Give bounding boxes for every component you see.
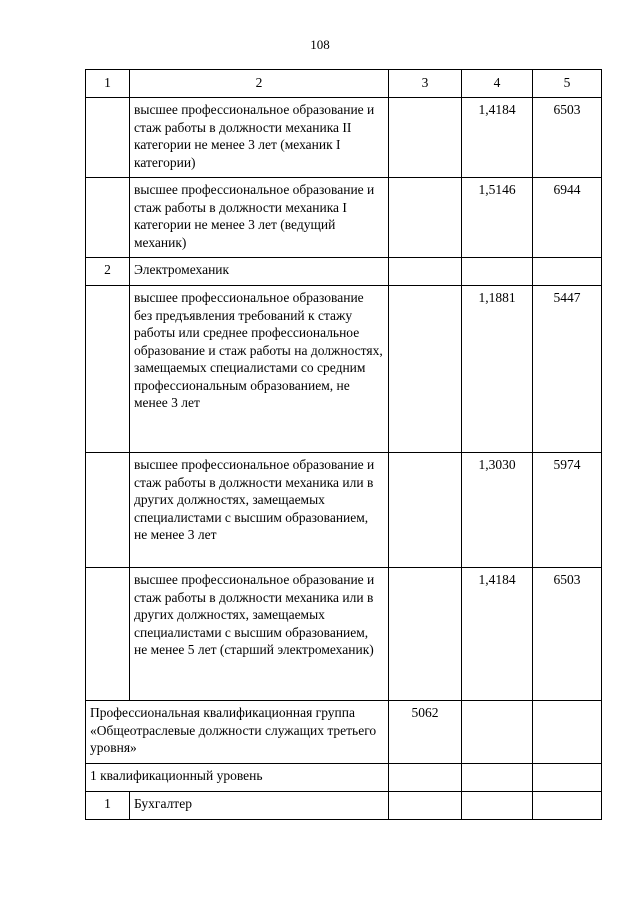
cell-group-code bbox=[389, 764, 462, 792]
cell-number: 1 bbox=[86, 792, 130, 820]
qualification-group-row bbox=[86, 701, 602, 764]
header-col-4: 4 bbox=[462, 70, 533, 98]
cell-coefficient: 1,1881 bbox=[462, 286, 533, 453]
cell-coefficient: 1,3030 bbox=[462, 453, 533, 568]
table-header-row bbox=[86, 70, 602, 98]
qualification-group-title: Профессиональная квалификационная группа «Общеотраслевые должности служащих третьего уровня» bbox=[86, 701, 389, 764]
cell-description: Электромеханик bbox=[130, 258, 389, 286]
header-col-3: 3 bbox=[389, 70, 462, 98]
cell-description: высшее профессиональное образование и стаж работы в должности механика или в других должностях, замещаемых специалистами с высшим образованием, не менее 3 лет bbox=[130, 453, 389, 568]
cell-salary bbox=[533, 792, 602, 820]
table-row bbox=[86, 98, 602, 178]
table-row bbox=[86, 453, 602, 568]
cell-group-code bbox=[389, 178, 462, 258]
page-number: 108 bbox=[310, 37, 330, 52]
cell-number bbox=[86, 568, 130, 701]
cell-salary: 5447 bbox=[533, 286, 602, 453]
cell-coefficient bbox=[462, 764, 533, 792]
cell-description: высшее профессиональное образование и стаж работы в должности механика I категории не менее 3 лет (ведущий механик) bbox=[130, 178, 389, 258]
header-col-5: 5 bbox=[533, 70, 602, 98]
table-row bbox=[86, 792, 602, 820]
cell-description: высшее профессиональное образование и стаж работы в должности механика II категории не менее 3 лет (механик I категории) bbox=[130, 98, 389, 178]
cell-coefficient: 1,4184 bbox=[462, 98, 533, 178]
cell-number bbox=[86, 286, 130, 453]
salary-table bbox=[85, 69, 602, 820]
cell-number bbox=[86, 178, 130, 258]
cell-salary bbox=[533, 764, 602, 792]
cell-salary: 6503 bbox=[533, 98, 602, 178]
cell-salary: 6503 bbox=[533, 568, 602, 701]
table-row bbox=[86, 258, 602, 286]
cell-coefficient bbox=[462, 701, 533, 764]
cell-coefficient bbox=[462, 792, 533, 820]
cell-group-code: 5062 bbox=[389, 701, 462, 764]
cell-salary bbox=[533, 258, 602, 286]
header-col-1: 1 bbox=[86, 70, 130, 98]
cell-group-code bbox=[389, 98, 462, 178]
cell-group-code bbox=[389, 286, 462, 453]
cell-coefficient: 1,5146 bbox=[462, 178, 533, 258]
cell-salary: 6944 bbox=[533, 178, 602, 258]
table-row bbox=[86, 286, 602, 453]
cell-number bbox=[86, 98, 130, 178]
cell-salary bbox=[533, 701, 602, 764]
cell-group-code bbox=[389, 453, 462, 568]
cell-group-code bbox=[389, 792, 462, 820]
qualification-level-row bbox=[86, 764, 602, 792]
cell-coefficient bbox=[462, 258, 533, 286]
cell-description: высшее профессиональное образование без предъявления требований к стажу работы или среднее профессиональное образование и стаж работы на должностях, замещаемых специалистами со средним профессиональным образованием, не менее 3 лет bbox=[130, 286, 389, 453]
cell-number bbox=[86, 453, 130, 568]
table-row bbox=[86, 568, 602, 701]
table-row bbox=[86, 178, 602, 258]
cell-coefficient: 1,4184 bbox=[462, 568, 533, 701]
cell-number: 2 bbox=[86, 258, 130, 286]
cell-group-code bbox=[389, 258, 462, 286]
qualification-level-title: 1 квалификационный уровень bbox=[86, 764, 389, 792]
cell-group-code bbox=[389, 568, 462, 701]
cell-description: высшее профессиональное образование и стаж работы в должности механика или в других должностях, замещаемых специалистами с высшим образованием, не менее 5 лет (старший электромеханик) bbox=[130, 568, 389, 701]
cell-description: Бухгалтер bbox=[130, 792, 389, 820]
header-col-2: 2 bbox=[130, 70, 389, 98]
cell-salary: 5974 bbox=[533, 453, 602, 568]
